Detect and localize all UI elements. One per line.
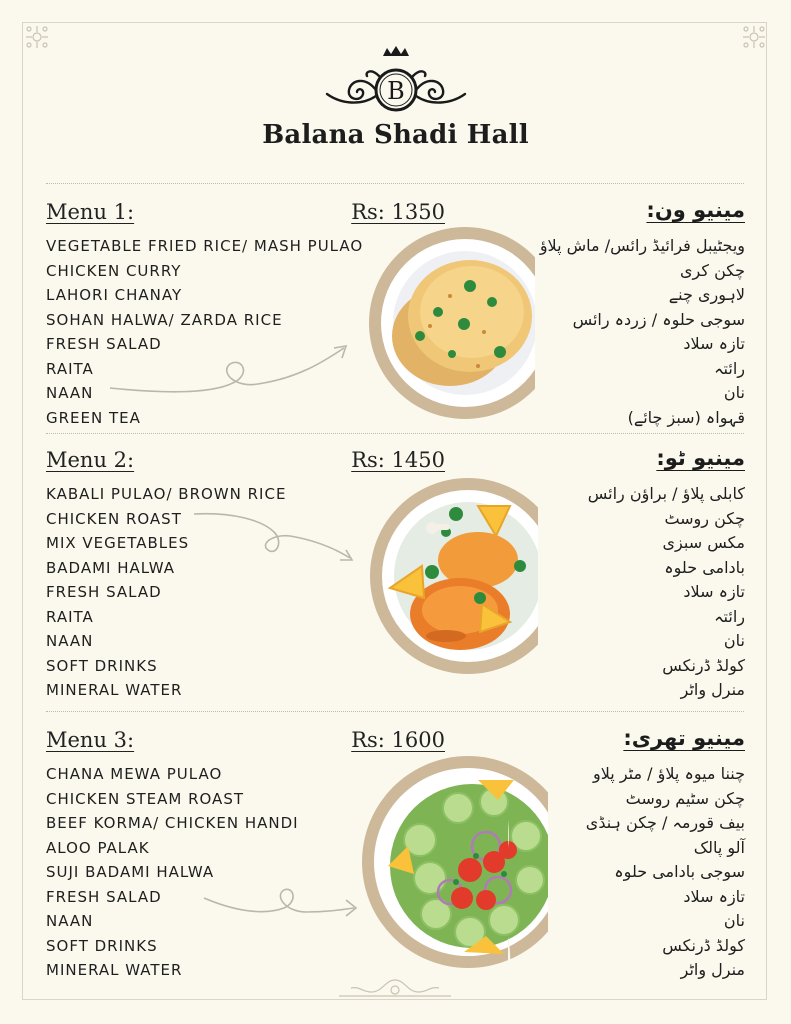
menu-title-urdu: مینیو تھری: — [623, 726, 745, 750]
menu-item-urdu: سوجی بادامی حلوہ — [614, 862, 745, 881]
menu-item: NAAN — [46, 912, 94, 930]
menu-item: RAITA — [46, 607, 94, 626]
menu-item-urdu: تازہ سلاد — [683, 886, 745, 906]
menu-item: RAITA — [46, 359, 94, 378]
menu-item-urdu: آلو پالک — [693, 837, 745, 857]
salad-plate-icon — [358, 750, 548, 975]
header — [0, 46, 791, 150]
divider — [46, 433, 744, 434]
menu-item: ALOO PALAK — [46, 838, 150, 857]
decorative-arrow-icon — [192, 506, 357, 566]
divider — [46, 183, 744, 184]
menu-item-urdu: رائتہ — [714, 606, 745, 626]
menu-title: Menu 1: — [46, 200, 135, 224]
menu-item-urdu: چکن سٹیم روسٹ — [625, 788, 745, 808]
menu-item-urdu: بیف قورمہ / چکن ہنڈی — [585, 813, 745, 832]
menu-item-urdu: نان — [723, 631, 745, 650]
menu-item: GREEN TEA — [46, 408, 141, 427]
menu-price: Rs: 1450 — [351, 448, 445, 472]
menu-item: CHICKEN STEAM ROAST — [46, 789, 244, 808]
menu-item: NAAN — [46, 384, 94, 402]
menu-item-urdu: کولڈ ڈرنکس — [662, 935, 745, 955]
menu-items — [46, 234, 363, 430]
menu-item-urdu: مکس سبزی — [662, 533, 745, 552]
menu-item-urdu: ویجٹیبل فرائیڈ رائس/ ماش پلاؤ — [539, 236, 745, 255]
menu-item-urdu: نان — [723, 383, 745, 402]
menu-item-urdu: منرل واٹر — [680, 680, 745, 699]
menu-item-urdu: نان — [723, 911, 745, 930]
menu-item: MINERAL WATER — [46, 961, 183, 979]
menu-item: FRESH SALAD — [46, 887, 162, 906]
menu-item-urdu: بادامی حلوہ — [664, 557, 745, 577]
menu-item: SOFT DRINKS — [46, 656, 158, 675]
menu-item-urdu: چکن کری — [680, 260, 745, 280]
menu-item-urdu: سوجی حلوہ / زردہ رائس — [572, 309, 745, 329]
menu-item: KABALI PULAO/ BROWN RICE — [46, 485, 287, 503]
menu-item-urdu: قہواہ (سبز چائے) — [627, 407, 745, 427]
menu-title-urdu: مینیو ون: — [646, 198, 745, 222]
decorative-arrow-icon — [108, 340, 353, 400]
hall-name: Balana Shadi Hall — [262, 120, 529, 150]
menu-items-urdu — [586, 762, 745, 983]
menu-item: SUJI BADAMI HALWA — [46, 863, 215, 881]
menu-item: CHANA MEWA PULAO — [46, 765, 223, 783]
divider — [46, 711, 744, 712]
menu-item: BADAMI HALWA — [46, 558, 176, 577]
menu-item: FRESH SALAD — [46, 583, 162, 601]
naan-plate-icon — [360, 226, 535, 421]
monogram-letter: B — [386, 77, 405, 105]
menu-item-urdu: رائتہ — [714, 358, 745, 378]
menu-item: MIX VEGETABLES — [46, 534, 190, 552]
menu-item-urdu: چکن روسٹ — [664, 508, 745, 528]
menu-title-urdu: مینیو ٹو: — [656, 446, 745, 470]
menu-item: FRESH SALAD — [46, 335, 162, 353]
menu-title: Menu 2: — [46, 448, 135, 472]
menu-item: CHICKEN CURRY — [46, 261, 182, 280]
menu-item: SOFT DRINKS — [46, 936, 158, 955]
menu-item-urdu: تازہ سلاد — [683, 582, 745, 601]
menu-item-urdu: چننا میوہ پلاؤ / مٹر پلاو — [593, 764, 745, 783]
menu-item: MINERAL WATER — [46, 681, 183, 699]
menu-item: CHICKEN ROAST — [46, 509, 182, 528]
chicken-roast-plate-icon — [360, 476, 538, 676]
menu-items — [46, 762, 299, 983]
decorative-arrow-icon — [202, 876, 362, 926]
bottom-ornament-icon — [335, 974, 455, 1004]
menu-item: LAHORI CHANAY — [46, 286, 183, 304]
menu-item-urdu: کولڈ ڈرنکس — [662, 655, 745, 675]
menu-item: VEGETABLE FRIED RICE/ MASH PULAO — [46, 237, 364, 255]
menu-item-urdu: تازہ سلاد — [683, 334, 745, 353]
menu-item: BEEF KORMA/ CHICKEN HANDI — [46, 814, 299, 832]
menu-item: SOHAN HALWA/ ZARDA RICE — [46, 310, 283, 329]
menu-price: Rs: 1350 — [351, 200, 445, 224]
menu-item: NAAN — [46, 632, 94, 650]
menu-items-urdu — [540, 234, 745, 430]
menu-items-urdu — [588, 482, 745, 703]
menu-item-urdu: کابلی پلاؤ / براؤن رائس — [587, 484, 745, 503]
menu-item-urdu: منرل واٹر — [680, 960, 745, 979]
monogram-logo — [321, 46, 471, 116]
menu-item-urdu: لاہوری چنے — [668, 285, 745, 304]
menu-title: Menu 3: — [46, 728, 135, 752]
menu-price: Rs: 1600 — [351, 728, 445, 752]
